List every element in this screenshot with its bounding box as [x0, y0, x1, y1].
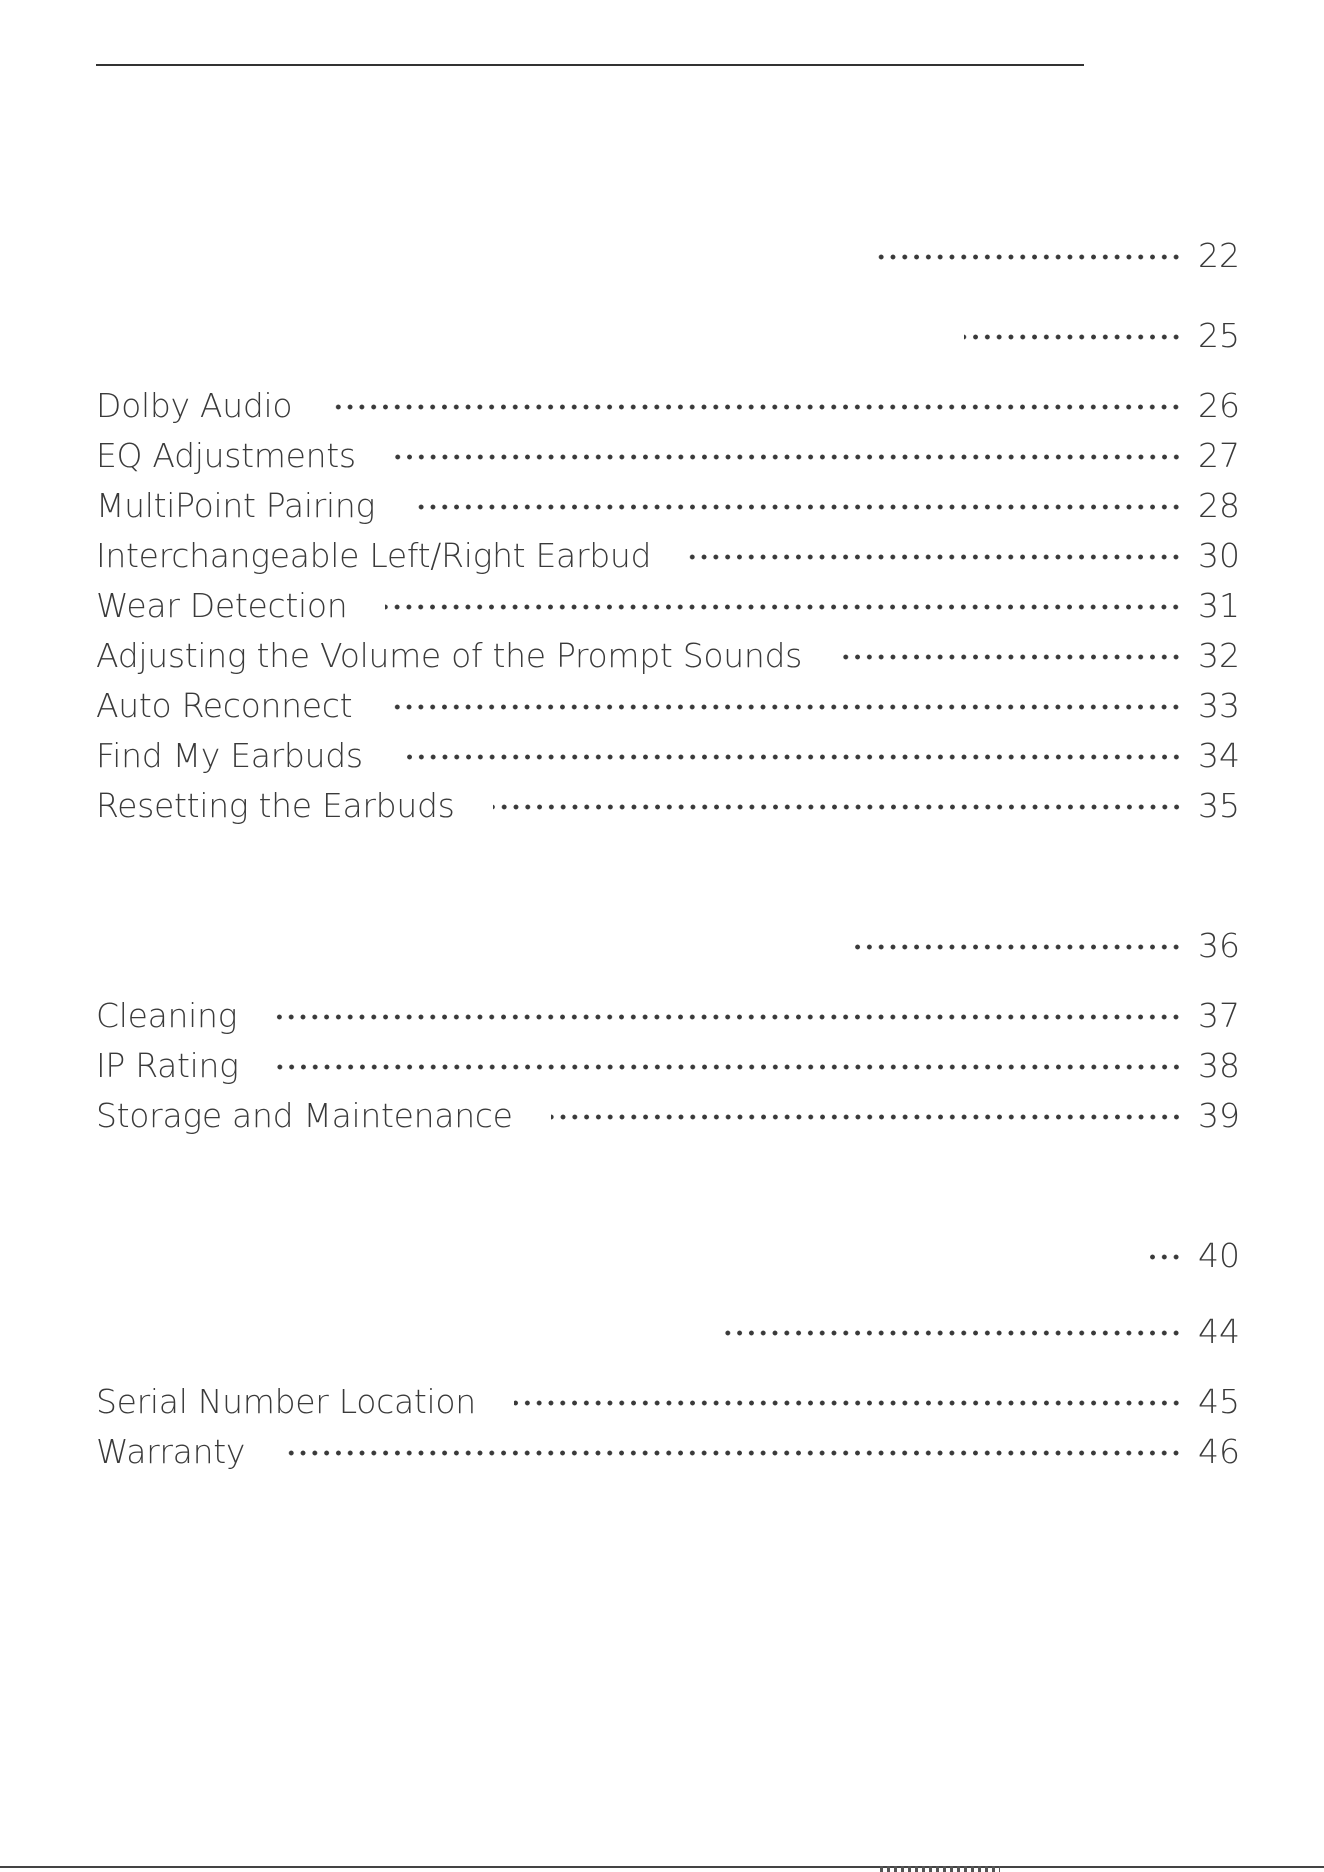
- toc-entry-page: 31: [1198, 585, 1240, 625]
- dot-leader: [964, 334, 1182, 340]
- toc-entry[interactable]: [96, 580, 1240, 630]
- toc-entry-title: Cleaning: [96, 995, 238, 1035]
- toc-entry[interactable]: [96, 1426, 1240, 1476]
- toc-entry-page: 37: [1198, 995, 1240, 1035]
- dot-leader: [493, 804, 1183, 810]
- toc-entry-title: Warranty: [96, 1431, 246, 1471]
- dot-leader: [277, 1064, 1182, 1070]
- toc-entry-page: 46: [1198, 1431, 1240, 1471]
- toc-entry-page: 40: [1198, 1235, 1240, 1275]
- toc-entry-title: Storage and Maintenance: [96, 1095, 513, 1135]
- toc-entry[interactable]: [96, 230, 1240, 280]
- toc-entry[interactable]: [96, 380, 1240, 430]
- dot-leader: [390, 704, 1182, 710]
- toc-entry-page: 25: [1198, 315, 1240, 355]
- toc-entry[interactable]: [96, 430, 1240, 480]
- toc-entry-title: Interchangeable Left/Right Earbud: [96, 535, 652, 575]
- toc-entry[interactable]: [96, 1230, 1240, 1280]
- toc-entry-title: IP Rating: [96, 1045, 239, 1085]
- header-rule: [96, 64, 1084, 66]
- toc-entry-page: 39: [1198, 1095, 1240, 1135]
- toc-entry[interactable]: [96, 1040, 1240, 1090]
- toc-entry[interactable]: [96, 530, 1240, 580]
- dot-leader: [275, 1014, 1182, 1020]
- toc-entry-title: Auto Reconnect: [96, 685, 353, 725]
- toc-entry-page: 38: [1198, 1045, 1240, 1085]
- toc-entry[interactable]: [96, 680, 1240, 730]
- dot-leader: [852, 944, 1182, 950]
- toc-entry[interactable]: [96, 310, 1240, 360]
- toc-entry-page: 27: [1198, 435, 1240, 475]
- toc-entry-page: 22: [1198, 235, 1240, 275]
- dot-leader: [413, 504, 1182, 510]
- toc-entry-page: 35: [1198, 785, 1240, 825]
- dot-leader: [401, 754, 1182, 760]
- toc-entry-title: EQ Adjustments: [96, 435, 356, 475]
- toc-entry[interactable]: [96, 730, 1240, 780]
- toc-entry-page: 45: [1198, 1381, 1240, 1421]
- toc-entry-page: 26: [1198, 385, 1240, 425]
- toc-entry[interactable]: [96, 990, 1240, 1040]
- dot-leader: [551, 1114, 1182, 1120]
- toc-entry-page: 28: [1198, 485, 1240, 525]
- bottom-edge-ticks: [880, 1866, 1000, 1872]
- dot-leader: [330, 404, 1182, 410]
- dot-leader: [283, 1450, 1182, 1456]
- toc-entry-page: 44: [1198, 1311, 1240, 1351]
- toc-entry[interactable]: [96, 1376, 1240, 1426]
- page-bottom-edge: [0, 1866, 1324, 1872]
- toc-entry-page: 36: [1198, 925, 1240, 965]
- toc-entry[interactable]: [96, 1306, 1240, 1356]
- toc-entry[interactable]: [96, 1090, 1240, 1140]
- dot-leader: [720, 1330, 1182, 1336]
- dot-leader: [689, 554, 1182, 560]
- toc-entry[interactable]: [96, 480, 1240, 530]
- toc-entry-title: Find My Earbuds: [96, 735, 363, 775]
- dot-leader: [1144, 1254, 1182, 1260]
- toc-entry-page: 33: [1198, 685, 1240, 725]
- toc-entry-title: Serial Number Location: [96, 1381, 476, 1421]
- toc-entry-page: 32: [1198, 635, 1240, 675]
- toc-entry-title: Wear Detection: [96, 585, 348, 625]
- dot-leader: [394, 454, 1182, 460]
- toc-entry[interactable]: [96, 630, 1240, 680]
- dot-leader: [876, 254, 1182, 260]
- toc-entry-title: MultiPoint Pairing: [96, 485, 375, 525]
- toc-entry-title: Adjusting the Volume of the Prompt Sounds: [96, 635, 803, 675]
- toc-entry[interactable]: [96, 780, 1240, 830]
- toc-entry-page: 30: [1198, 535, 1240, 575]
- dot-leader: [514, 1400, 1182, 1406]
- dot-leader: [840, 654, 1182, 660]
- toc-entry-page: 34: [1198, 735, 1240, 775]
- bottom-edge-line: [0, 1866, 1324, 1868]
- toc-entry-title: Resetting the Earbuds: [96, 785, 455, 825]
- toc-entry-title: Dolby Audio: [96, 385, 293, 425]
- toc-entry[interactable]: [96, 920, 1240, 970]
- dot-leader: [385, 604, 1182, 610]
